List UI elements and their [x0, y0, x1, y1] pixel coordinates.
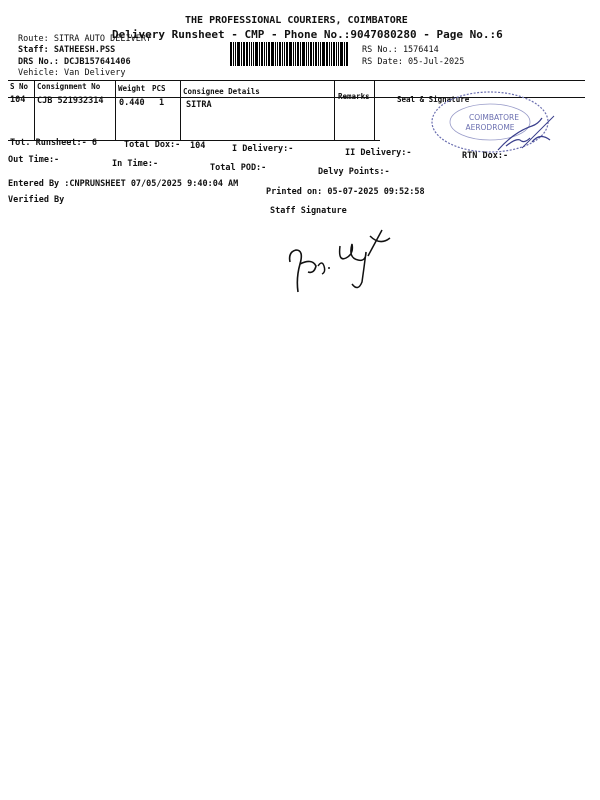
col-header-sno: S No: [10, 82, 29, 91]
i-delivery: I Delivery:-: [232, 144, 294, 154]
col-header-seal-signature: Seal & Signature: [397, 95, 470, 104]
stamp-text-2: AERODROME: [465, 123, 515, 132]
total-dox-label: Total Dox:-: [124, 140, 181, 150]
cell-pcs: 1: [159, 98, 165, 108]
col-header-pcs: PCS: [152, 84, 166, 93]
total-pod: Total POD:-: [210, 163, 267, 173]
col-header-remarks: Remarks: [338, 92, 370, 101]
rtn-dox: RTN Dox:-: [462, 151, 509, 161]
entered-by: Entered By :CNPRUNSHEET 07/05/2025 9:40:04 AM: [8, 179, 239, 189]
vehicle-label: Vehicle: Van Delivery: [18, 68, 126, 78]
cell-sno: 104: [10, 95, 26, 105]
col-header-consignee: Consignee Details: [183, 87, 260, 96]
out-time: Out Time:-: [8, 155, 60, 165]
drs-number: DRS No.: DCJB157641406: [18, 57, 131, 67]
printed-on: Printed on: 05-07-2025 09:52:58: [266, 187, 425, 197]
stamp-text-1: COIMBATORE: [469, 113, 519, 122]
in-time: In Time:-: [112, 159, 159, 169]
stamp-slash: [522, 116, 554, 148]
runsheet-subtitle: Delivery Runsheet - CMP - Phone No.:9047080280 - Page No.:6: [112, 28, 503, 41]
col-header-consignment: Consignment No: [37, 82, 101, 91]
rs-number: RS No.: 1576414: [362, 45, 439, 55]
cell-consignment: CJB 521932314: [37, 96, 104, 106]
seal-stamp: [428, 88, 560, 160]
tot-runsheet: Tot. Runsheet:- 6: [10, 138, 97, 148]
delvy-points: Delvy Points:-: [318, 167, 390, 177]
company-title: THE PROFESSIONAL COURIERS, COIMBATORE: [185, 15, 408, 26]
cell-consignee: SITRA: [186, 100, 212, 110]
staff-label: Staff: SATHEESH.PSS: [18, 45, 116, 55]
col-header-weight: Weight: [118, 84, 146, 93]
ii-delivery: II Delivery:-: [345, 148, 412, 158]
staff-signature-label: Staff Signature: [270, 206, 347, 216]
rs-date: RS Date: 05-Jul-2025: [362, 57, 465, 67]
barcode-image: [230, 42, 358, 66]
cell-weight: 0.440: [119, 98, 145, 108]
total-dox-value: 104: [190, 141, 206, 151]
handwritten-signature: [282, 222, 392, 302]
verified-by: Verified By: [8, 195, 65, 205]
route-label: Route: SITRA AUTO DELIVERY: [18, 34, 152, 44]
